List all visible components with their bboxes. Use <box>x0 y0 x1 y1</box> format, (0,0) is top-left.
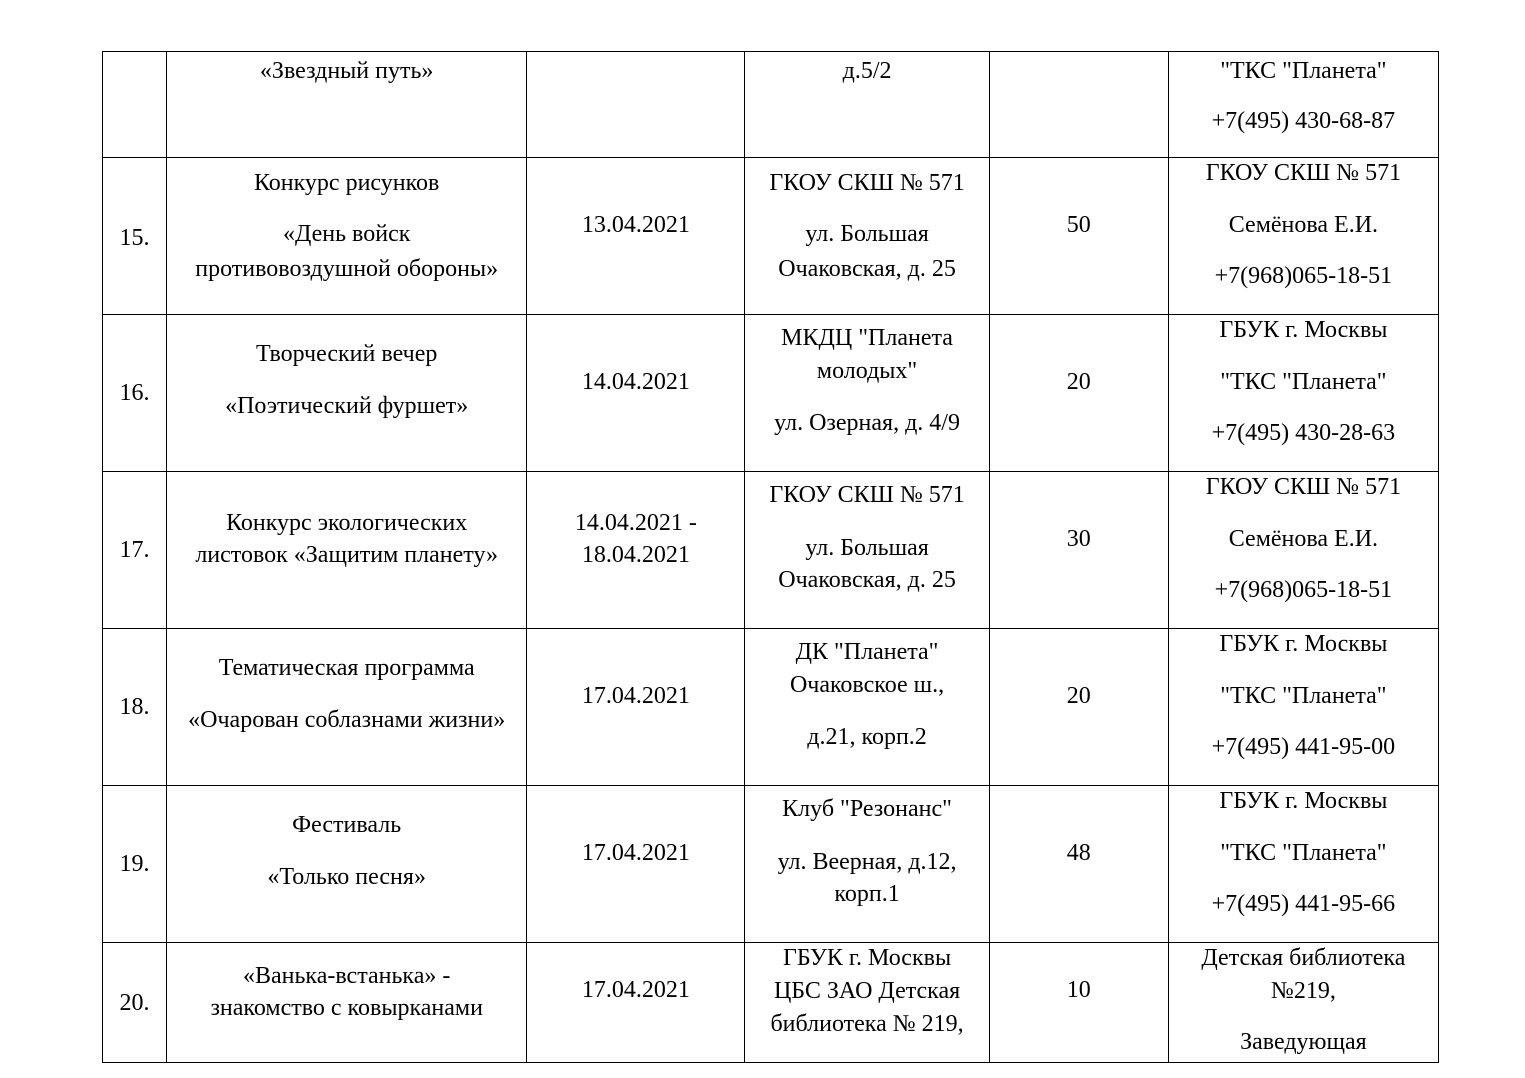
venue-cell <box>745 629 989 786</box>
venue-line: Очаковская, д. 25 <box>778 256 956 282</box>
venue-line: ДК "Планета" <box>795 639 939 665</box>
venue-line: ГКОУ СКШ № 571 <box>769 482 965 508</box>
date-cell <box>527 472 745 629</box>
organizer-line: Заведующая <box>1240 1029 1367 1055</box>
organizer-line: Семёнова Е.И. <box>1228 212 1379 238</box>
organizer-line: "ТКС "Планета" <box>1220 369 1387 395</box>
organizer-line: ГБУК г. Москвы <box>1219 631 1388 657</box>
date-cell <box>527 786 745 943</box>
event-date-line: 17.04.2021 <box>581 683 690 709</box>
row-number: 16. <box>119 380 150 406</box>
venue-line: корп.1 <box>834 881 900 907</box>
participants-cell <box>989 52 1168 158</box>
row-number-cell <box>103 786 167 943</box>
event-cell <box>167 472 527 629</box>
event-name-line: противовоздушной обороны» <box>195 256 499 282</box>
participants-cell <box>989 943 1168 1063</box>
organizer-line: +7(968)065-18-51 <box>1214 263 1393 289</box>
event-name-line: «Очарован соблазнами жизни» <box>188 707 506 733</box>
venue-line: ул. Озерная, д. 4/9 <box>774 410 960 436</box>
venue-cell <box>745 472 989 629</box>
organizer-line: +7(495) 430-68-87 <box>1211 108 1396 134</box>
event-date-line: 17.04.2021 <box>581 840 690 866</box>
organizer-line: №219, <box>1270 978 1336 1004</box>
event-date-line: 13.04.2021 <box>581 212 690 238</box>
organizer-line: ГКОУ СКШ № 571 <box>1205 474 1402 500</box>
participants-cell <box>989 158 1168 315</box>
organizer-line: ГБУК г. Москвы <box>1219 788 1388 814</box>
event-cell <box>167 158 527 315</box>
event-date-line: 17.04.2021 <box>581 977 690 1003</box>
venue-line: ГКОУ СКШ № 571 <box>769 170 965 196</box>
row-number: 19. <box>119 851 150 877</box>
organizer-line: "ТКС "Планета" <box>1220 683 1387 709</box>
date-cell <box>527 943 745 1063</box>
participants-cell <box>989 629 1168 786</box>
event-cell <box>167 52 527 158</box>
organizer-cell <box>1168 943 1438 1063</box>
event-name-line: Конкурс рисунков <box>253 170 440 196</box>
venue-line: ГБУК г. Москвы <box>783 945 952 971</box>
row-number: 17. <box>119 537 150 563</box>
organizer-cell <box>1168 472 1438 629</box>
organizer-line: +7(495) 441-95-00 <box>1211 734 1396 760</box>
venue-line: ул. Большая <box>805 221 929 247</box>
row-number-cell <box>103 943 167 1063</box>
participants-count: 20 <box>1066 369 1091 395</box>
event-name-line: «Звездный путь» <box>259 58 434 84</box>
participants-cell <box>989 786 1168 943</box>
participants-cell <box>989 315 1168 472</box>
table-row <box>103 943 1439 1063</box>
event-date-line: 14.04.2021 <box>581 369 690 395</box>
date-cell <box>527 629 745 786</box>
row-number-cell <box>103 629 167 786</box>
row-number-cell <box>103 158 167 315</box>
venue-cell <box>745 158 989 315</box>
organizer-line: +7(968)065-18-51 <box>1214 577 1393 603</box>
event-name-line: Тематическая программа <box>218 655 475 681</box>
event-name-line: Творческий вечер <box>256 341 438 367</box>
event-cell <box>167 943 527 1063</box>
venue-cell <box>745 786 989 943</box>
venue-line: Очаковское ш., <box>789 672 945 698</box>
date-cell <box>527 158 745 315</box>
venue-cell <box>745 52 989 158</box>
organizer-line: "ТКС "Планета" <box>1220 840 1387 866</box>
organizer-line: ГБУК г. Москвы <box>1219 317 1388 343</box>
event-name-line: Конкурс экологических <box>226 510 468 536</box>
organizer-line: +7(495) 441-95-66 <box>1211 891 1396 917</box>
venue-line: ЦБС ЗАО Детская <box>773 978 961 1004</box>
table-row <box>103 786 1439 943</box>
row-number: 18. <box>119 694 150 720</box>
venue-line: молодых" <box>816 358 918 384</box>
participants-count: 20 <box>1066 683 1091 709</box>
participants-count: 48 <box>1066 840 1091 866</box>
participants-count: 10 <box>1066 977 1091 1003</box>
event-name-line: Фестиваль <box>292 812 402 838</box>
table-row <box>103 158 1439 315</box>
venue-cell <box>745 315 989 472</box>
table-body <box>103 52 1439 1063</box>
venue-line: ул. Большая <box>805 535 929 561</box>
participants-count: 50 <box>1066 212 1091 238</box>
organizer-line: Семёнова Е.И. <box>1228 526 1379 552</box>
row-number: 20. <box>119 990 150 1016</box>
organizer-cell <box>1168 52 1438 158</box>
organizer-cell <box>1168 158 1438 315</box>
venue-line: Клуб "Резонанс" <box>782 796 952 822</box>
event-name-line: листовок «Защитим планету» <box>195 542 499 568</box>
date-cell <box>527 315 745 472</box>
organizer-line: Детская библиотека <box>1201 945 1406 971</box>
row-number-cell <box>103 315 167 472</box>
venue-line: библиотека № 219, <box>770 1011 964 1037</box>
venue-line: МКДЦ "Планета <box>781 325 953 351</box>
event-name-line: знакомство с ковырканами <box>210 995 483 1021</box>
event-name-line: «Только песня» <box>267 864 426 890</box>
event-name-line: «Ванька-встанька» - <box>242 963 451 989</box>
table-row <box>103 52 1439 158</box>
organizer-cell <box>1168 315 1438 472</box>
venue-line: д.21, корп.2 <box>807 724 927 750</box>
venue-line: д.5/2 <box>842 58 892 84</box>
organizer-cell <box>1168 786 1438 943</box>
participants-count: 30 <box>1066 526 1091 552</box>
venue-cell <box>745 943 989 1063</box>
organizer-line: ГКОУ СКШ № 571 <box>1205 160 1402 186</box>
table-row <box>103 629 1439 786</box>
table-row <box>103 315 1439 472</box>
participants-cell <box>989 472 1168 629</box>
row-number: 15. <box>119 225 150 251</box>
organizer-cell <box>1168 629 1438 786</box>
event-date-line: 14.04.2021 - <box>574 510 697 536</box>
event-cell <box>167 786 527 943</box>
date-cell <box>527 52 745 158</box>
row-number-cell <box>103 472 167 629</box>
venue-line: ул. Веерная, д.12, <box>777 849 957 875</box>
row-number-cell <box>103 52 167 158</box>
event-cell <box>167 315 527 472</box>
event-name-line: «Поэтический фуршет» <box>225 393 469 419</box>
venue-line: Очаковская, д. 25 <box>778 567 956 593</box>
organizer-line: "ТКС "Планета" <box>1220 58 1387 84</box>
table-row <box>103 472 1439 629</box>
event-name-line: «День войск <box>282 221 411 247</box>
organizer-line: +7(495) 430-28-63 <box>1211 420 1396 446</box>
event-cell <box>167 629 527 786</box>
events-table <box>102 51 1439 1063</box>
event-date-line: 18.04.2021 <box>581 542 690 568</box>
